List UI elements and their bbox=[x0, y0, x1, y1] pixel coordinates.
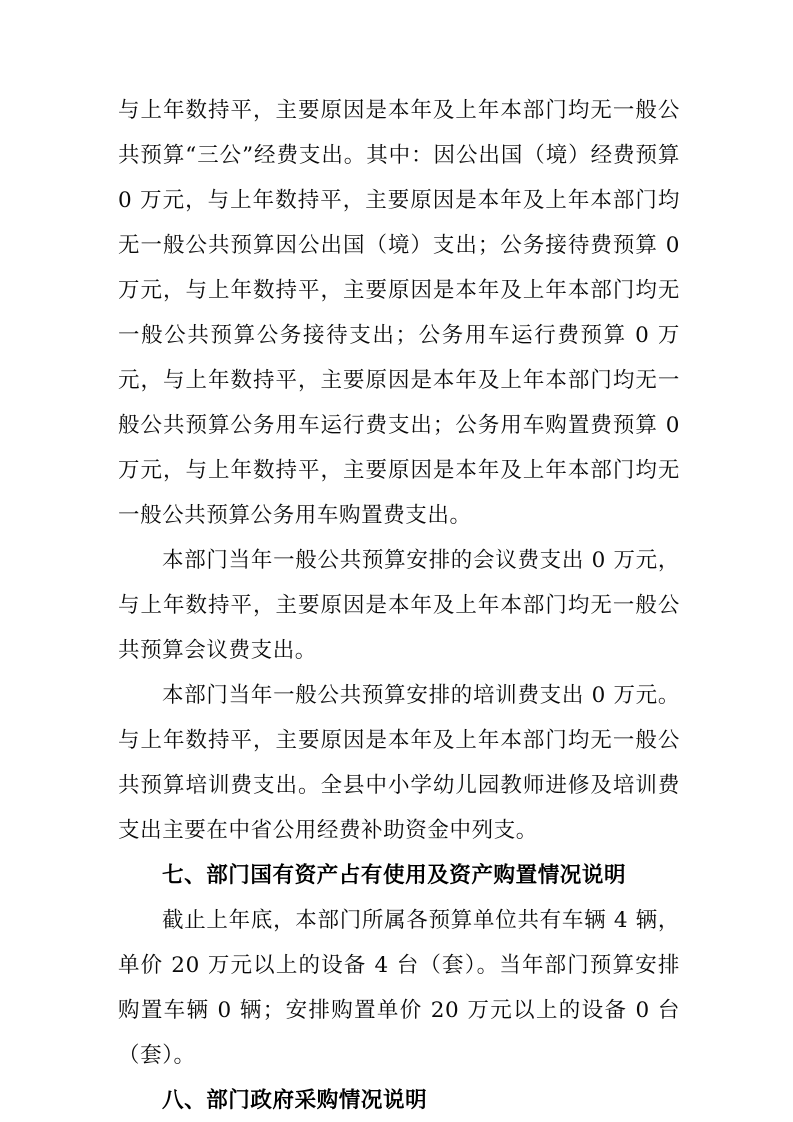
heading-section-seven: 七、部门国有资产占有使用及资产购置情况说明 bbox=[162, 863, 627, 888]
paragraph-sangong-expenses: 与上年数持平，主要原因是本年及上年本部门均无一般公共预算“三公”经费支出。其中：因公出国（境）经费预算 0 万元，与上年数持平，主要原因是本年及上年本部门均无一般公共预算因公出国（境）支出；公务接待费预算 0 万元，与上年数持平，主要原因是本年及上年本部门均无一般公共预算公务接待支出；公务用车运行费预算 0 万元，与上年数持平，主要原因是本年及上年本部门均无一般公共预算公务用车运行费支出；公务用车购置费预算 0 万元，与上年数持平，主要原因是本年及上年本部门均无一般公共预算公务用车购置费支出。 bbox=[118, 98, 680, 528]
heading-section-eight: 八、部门政府采购情况说明 bbox=[162, 1088, 428, 1113]
paragraph-meeting-expenses: 本部门当年一般公共预算安排的会议费支出 0 万元，与上年数持平，主要原因是本年及上年本部门均无一般公共预算会议费支出。 bbox=[118, 548, 680, 663]
paragraph-training-expenses: 本部门当年一般公共预算安排的培训费支出 0 万元。与上年数持平，主要原因是本年及上年本部门均无一般公共预算培训费支出。全县中小学幼儿园教师进修及培训费支出主要在中省公用经费补助资金中列支。 bbox=[118, 683, 680, 843]
page-content bbox=[118, 88, 680, 1122]
paragraph-state-assets: 截止上年底，本部门所属各预算单位共有车辆 4 辆，单价 20 万元以上的设备 4 台（套）。当年部门预算安排购置车辆 0 辆；安排购置单价 20 万元以上的设备 0 台（套）。 bbox=[118, 908, 680, 1068]
